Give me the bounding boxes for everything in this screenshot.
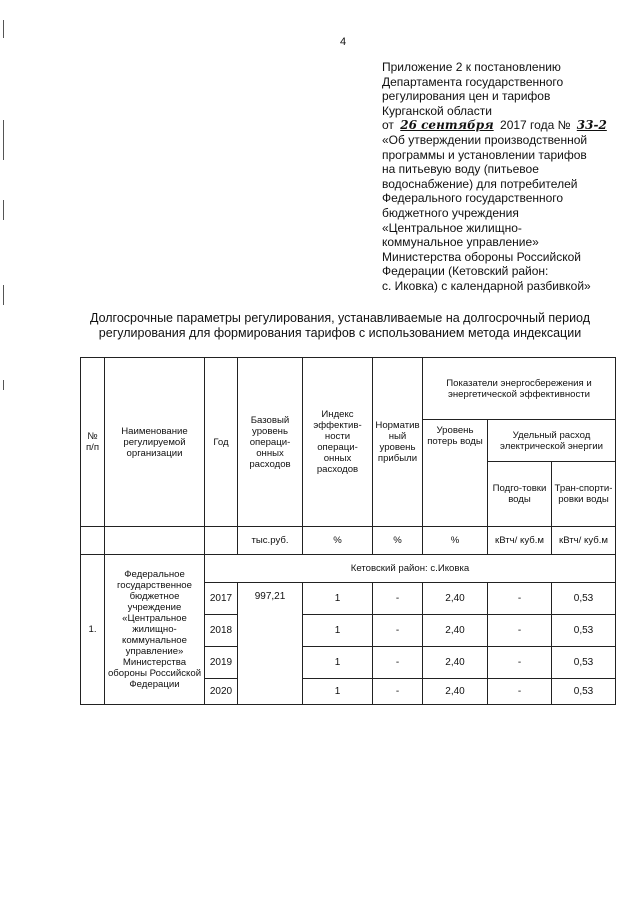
parameters-table xyxy=(80,357,616,705)
appendix-subject-line: «Центральное жилищно- xyxy=(382,220,522,235)
date-year: 2017 года № xyxy=(500,118,571,133)
cell-losses: 2,40 xyxy=(423,647,488,679)
unit-index: % xyxy=(303,527,373,555)
cell-norm: - xyxy=(373,647,423,679)
cell-norm: - xyxy=(373,679,423,705)
cell-index: 1 xyxy=(303,583,373,615)
header-energy-group: Показатели энергосбережения и энергетической эффективности xyxy=(423,358,616,420)
appendix-line: Департамента государственного xyxy=(382,74,564,89)
appendix-line: регулирования цен и тарифов xyxy=(382,89,551,104)
unit-transport: кВтч/ куб.м xyxy=(552,527,616,555)
header-water-losses: Уровень потерь воды xyxy=(423,420,488,527)
section-heading: Кетовский район: с.Иковка xyxy=(205,555,616,583)
cell-prep: - xyxy=(488,679,552,705)
cell-losses: 2,40 xyxy=(423,583,488,615)
cell-year: 2019 xyxy=(205,647,238,679)
cell-transport: 0,53 xyxy=(552,647,616,679)
appendix-date-line xyxy=(382,118,632,133)
row-number: 1. xyxy=(81,555,105,705)
header-organization: Наименование регулируемой организации xyxy=(105,358,205,527)
document-title: Долгосрочные параметры регулирования, устанавливаемые на долгосрочный период регулирования для формирования тарифов с использованием метода индексации xyxy=(89,311,591,340)
cell-year: 2018 xyxy=(205,615,238,647)
cell-index: 1 xyxy=(303,647,373,679)
cell-year: 2017 xyxy=(205,583,238,615)
unit-org xyxy=(105,527,205,555)
appendix-subject-line: Министерства обороны Российской xyxy=(382,249,581,264)
header-num: № п/п xyxy=(81,358,105,527)
appendix-subject-line: водоснабжение) для потребителей xyxy=(382,176,578,191)
header-specific-consumption: Удельный расход электрической энергии xyxy=(488,420,616,462)
cell-transport: 0,53 xyxy=(552,679,616,705)
appendix-line: Приложение 2 к постановлению xyxy=(382,60,561,74)
header-water-transport: Тран-спорти-ровки воды xyxy=(552,462,616,527)
appendix-header xyxy=(382,60,632,294)
appendix-subject-line: Федерации (Кетовский район: xyxy=(382,264,549,279)
appendix-subject-line: программы и установлении тарифов xyxy=(382,147,587,162)
unit-norm: % xyxy=(373,527,423,555)
header-year: Год xyxy=(205,358,238,527)
handwritten-date: 26 сентября xyxy=(400,118,494,133)
unit-year xyxy=(205,527,238,555)
unit-prep: кВтч/ куб.м xyxy=(488,527,552,555)
header-water-preparation: Подго-товки воды xyxy=(488,462,552,527)
scan-edge-mark xyxy=(3,20,4,38)
cell-year: 2020 xyxy=(205,679,238,705)
unit-num xyxy=(81,527,105,555)
cell-transport: 0,53 xyxy=(552,615,616,647)
scan-edge-mark xyxy=(3,120,4,160)
cell-losses: 2,40 xyxy=(423,615,488,647)
cell-norm: - xyxy=(373,615,423,647)
scan-edge-mark xyxy=(3,380,4,390)
handwritten-order-number: 33-2 xyxy=(576,118,607,133)
cell-prep: - xyxy=(488,647,552,679)
appendix-subject-line: Федерального государственного xyxy=(382,191,564,206)
cell-prep: - xyxy=(488,583,552,615)
cell-base-value: 997,21 xyxy=(238,583,303,705)
appendix-subject-line: на питьевую воду (питьевое xyxy=(382,162,539,177)
page-number: 4 xyxy=(340,36,347,48)
cell-index: 1 xyxy=(303,615,373,647)
cell-losses: 2,40 xyxy=(423,679,488,705)
appendix-subject-line: коммунальное управление» xyxy=(382,235,539,250)
appendix-line: Курганской области xyxy=(382,103,492,118)
cell-prep: - xyxy=(488,615,552,647)
organization-name: Федеральное государственное бюджетное учреждение «Центральное жилищно-коммунальное управление» Министерства обороны Российской Федерации xyxy=(105,555,205,705)
header-profit-norm: Норматив ный уровень прибыли xyxy=(373,358,423,527)
scan-edge-mark xyxy=(3,200,4,220)
unit-losses: % xyxy=(423,527,488,555)
cell-transport: 0,53 xyxy=(552,583,616,615)
header-efficiency-index: Индекс эффектив-ности операци-онных расходов xyxy=(303,358,373,527)
cell-norm: - xyxy=(373,583,423,615)
unit-base: тыс.руб. xyxy=(238,527,303,555)
appendix-subject-line: «Об утверждении производственной xyxy=(382,132,588,147)
header-base-level: Базовый уровень операци-онных расходов xyxy=(238,358,303,527)
date-prefix: от xyxy=(382,118,394,133)
appendix-subject-line: бюджетного учреждения xyxy=(382,205,519,220)
cell-index: 1 xyxy=(303,679,373,705)
appendix-subject-line: с. Иковка) с календарной разбивкой» xyxy=(382,278,591,293)
scan-edge-mark xyxy=(3,285,4,305)
